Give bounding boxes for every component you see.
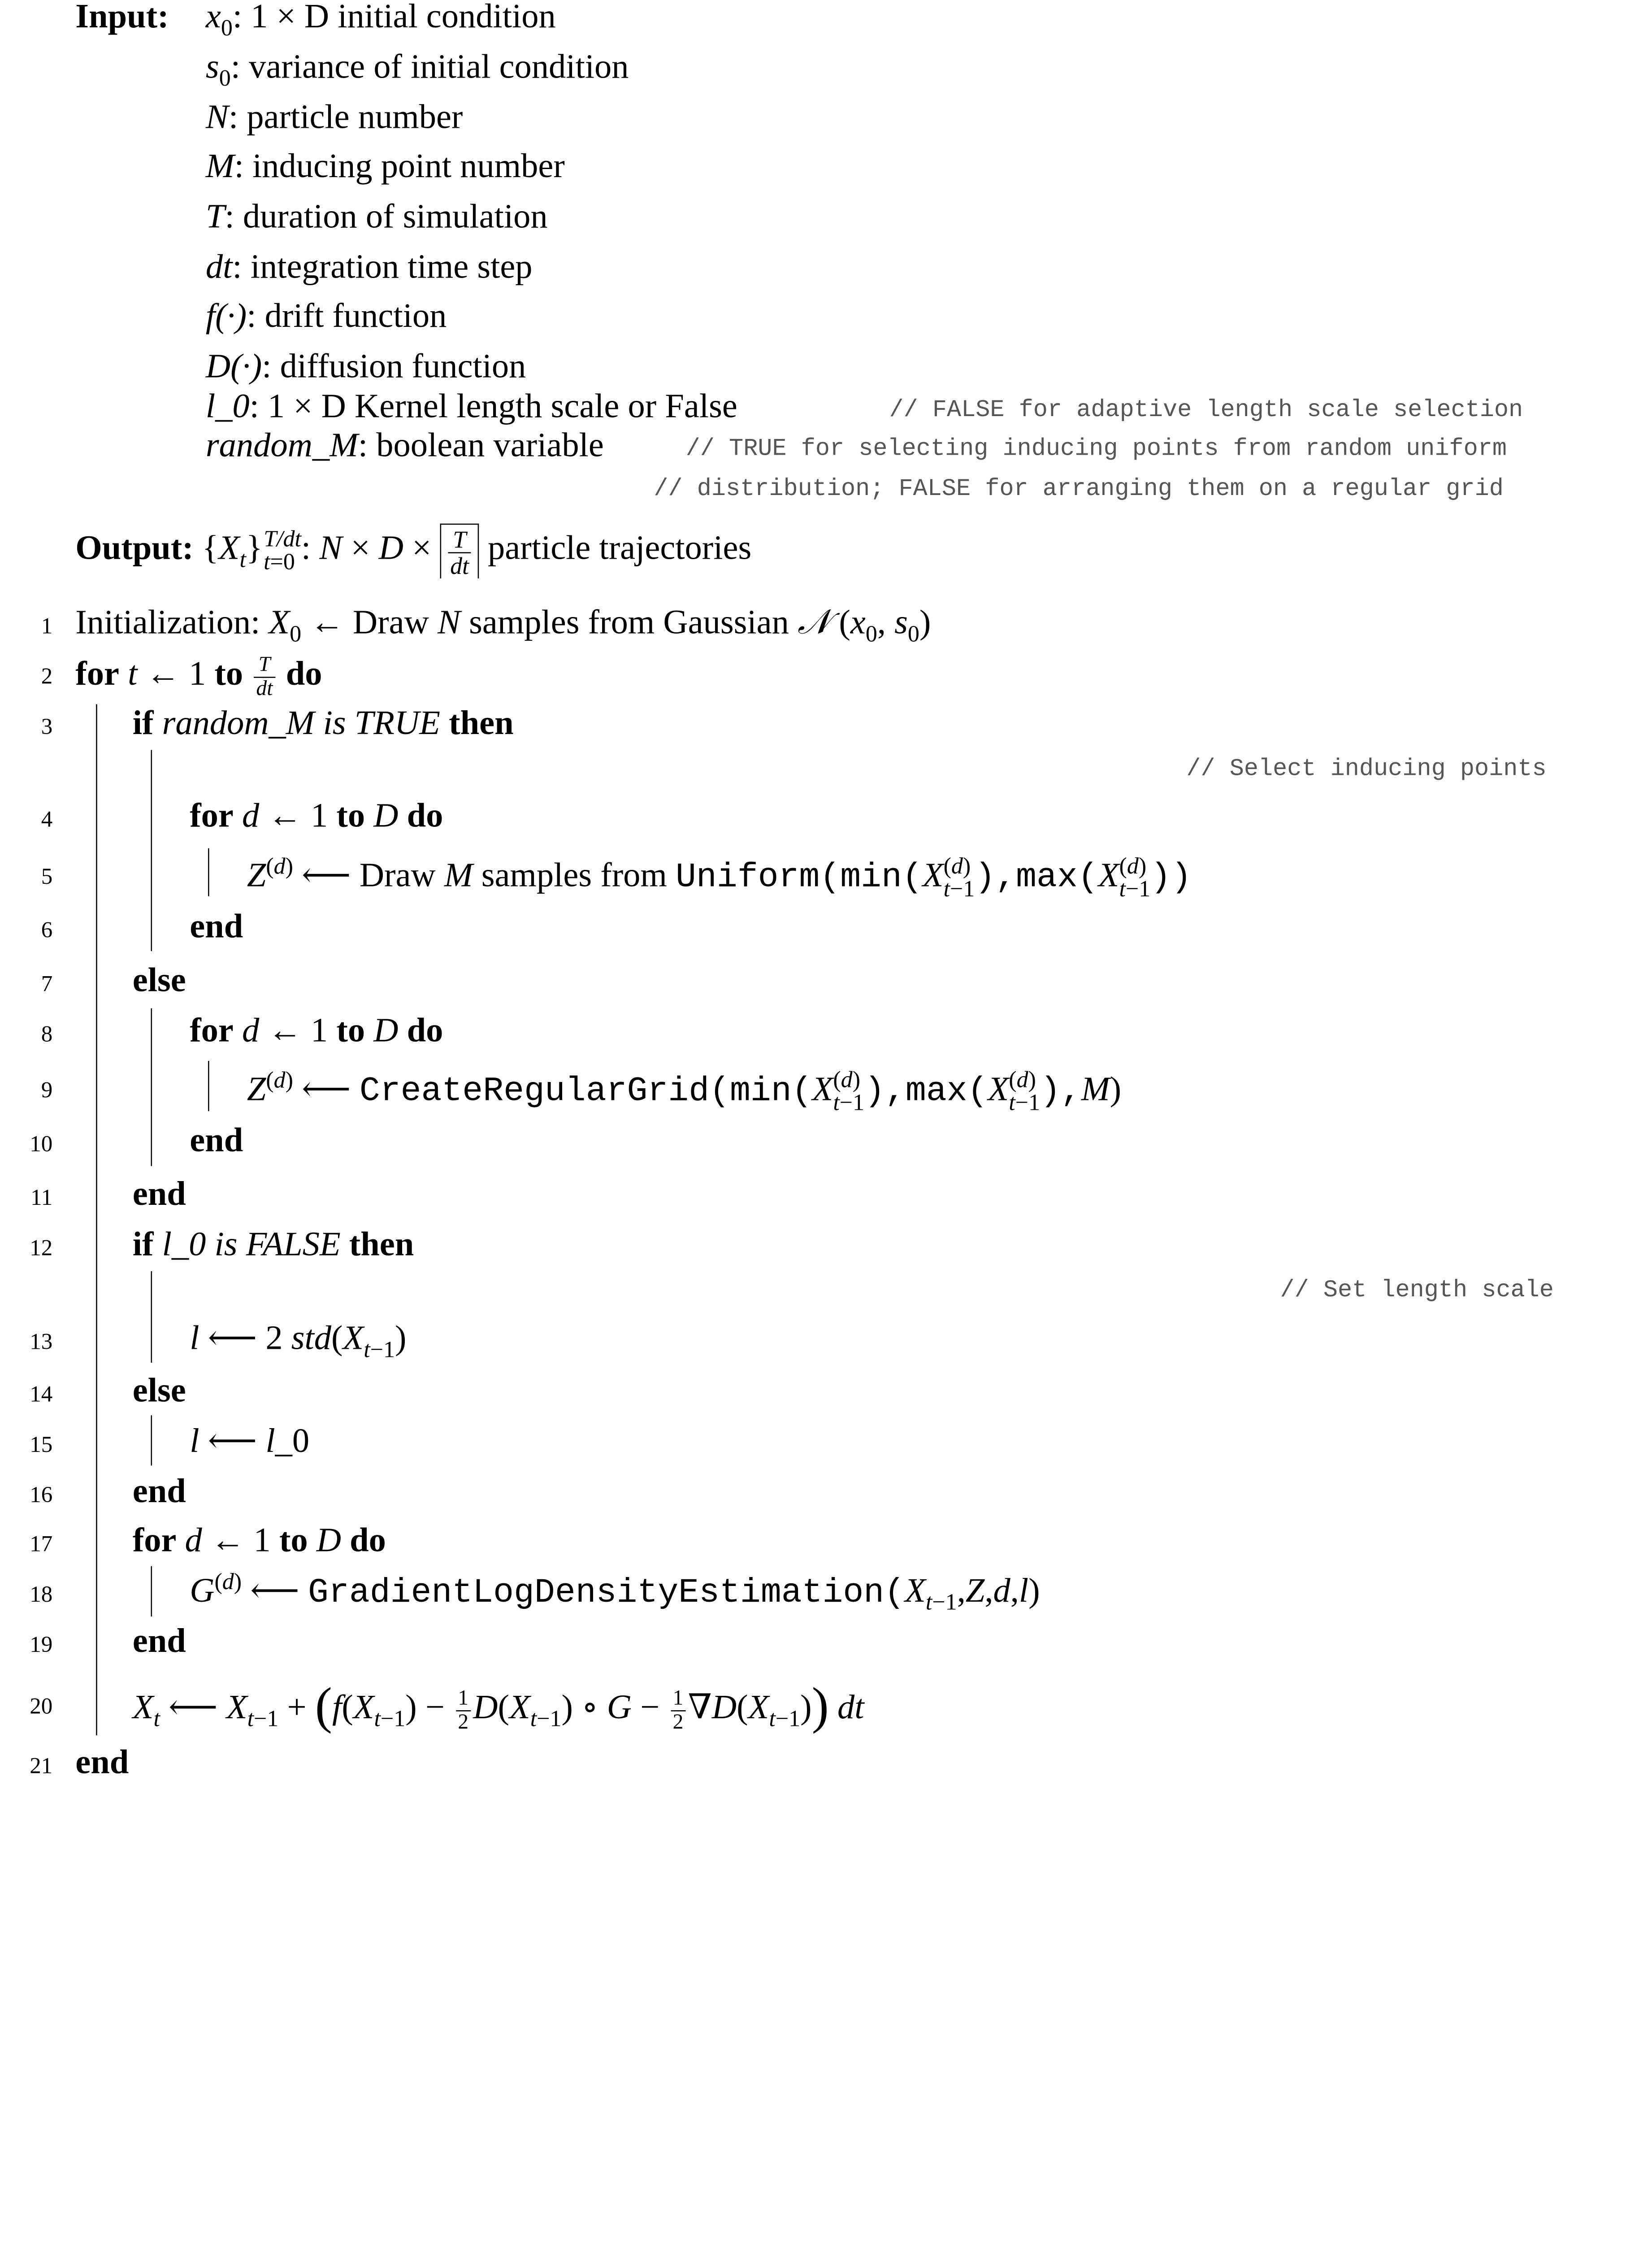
line-number: 11 — [30, 1185, 53, 1211]
comment-randomM-1: // TRUE for selecting inducing points from random uniform — [685, 436, 1507, 463]
line-number: 13 — [30, 1330, 53, 1355]
input-M: M: inducing point number — [205, 147, 565, 186]
input-dt: dt: integration time step — [205, 248, 533, 286]
output-section — [75, 524, 751, 579]
line-number: 18 — [30, 1582, 53, 1608]
for-grad-bar — [151, 1566, 152, 1616]
line-17: for d ← 1 to D do — [132, 1521, 386, 1560]
line-3: if random_M is TRUE then — [132, 704, 514, 742]
input-section — [75, 0, 169, 34]
comment-l0: // FALSE for adaptive length scale selection — [889, 398, 1523, 424]
line-number: 16 — [30, 1482, 53, 1508]
if-l0-bar — [151, 1271, 152, 1363]
line-number: 4 — [41, 807, 53, 833]
input-D: D(·): diffusion function — [205, 348, 526, 386]
input-T: T: duration of simulation — [205, 198, 548, 236]
line-number: 20 — [30, 1694, 53, 1720]
for-block-bar — [96, 704, 97, 1735]
for-d-bar — [208, 848, 209, 896]
line-number: 21 — [30, 1753, 53, 1779]
line-2: for t ← 1 to $\frac{T}{dt}$ do — [75, 652, 322, 700]
line-number: 14 — [30, 1382, 53, 1408]
line-21: end — [75, 1743, 129, 1781]
output-math: $\{X_t\}$ T/dt t=0 : N × D × $\frac{T}{dt}$ — [202, 529, 479, 567]
line-number: 8 — [41, 1022, 53, 1047]
comment-randomM-2: // distribution; FALSE for arranging them on a regular grid — [654, 477, 1504, 503]
line-5: $Z^{(d)}$ ⟵ Draw M samples from Uniform(min(X (d) t−1 ),max(X (d) t−1 )) — [247, 854, 1192, 903]
line-number: 7 — [41, 972, 53, 997]
line-6: end — [190, 908, 243, 946]
input-s0: $s_0$: variance of initial condition — [205, 48, 629, 91]
else-l0-bar — [151, 1415, 152, 1465]
line-8: for d ← 1 to D do — [190, 1012, 443, 1050]
input-x0: $x_0$: 1 × D initial condition — [205, 0, 556, 41]
if-block-bar — [151, 750, 152, 951]
line-13: l ⟵ 2 $std(X_{t-1})$ — [190, 1319, 407, 1363]
line-1: Initialization: $X_0$ ← Draw N samples from Gaussian 𝒩 ($x_0$, $s_0$) — [75, 602, 931, 647]
line-number: 3 — [41, 714, 53, 740]
line-20: $X_t$ ⟵ $X_{t-1} + (f(X_{t-1})$ − $\frac{1}{2}$ $D(X_{t-1})$ ∘ G − $\frac{1}{2}$ $\nabla D(X_{t-1})$) dt — [132, 1677, 864, 1734]
line-number: 19 — [30, 1632, 53, 1658]
for-d-bar-2 — [208, 1061, 209, 1111]
else-block-bar — [151, 1008, 152, 1166]
line-4: for d ← 1 to D do — [190, 797, 443, 835]
comment-select: // Select inducing points — [1186, 756, 1547, 783]
line-9: $Z^{(d)}$ ⟵ CreateRegularGrid(min(X (d) t−1 ),max(X (d) t−1 ),M) — [247, 1068, 1122, 1117]
input-randomM: random_M: boolean variable — [205, 426, 604, 465]
input-label: Input: — [75, 0, 169, 36]
line-number: 10 — [30, 1132, 53, 1157]
input-N: N: particle number — [205, 98, 463, 136]
line-number: 1 — [41, 614, 53, 639]
line-10: end — [190, 1121, 243, 1160]
line-12: if l_0 is FALSE then — [132, 1225, 414, 1264]
line-number: 17 — [30, 1532, 53, 1557]
line-14: else — [132, 1372, 186, 1410]
line-15: l ⟵ l_0 — [190, 1422, 310, 1460]
comment-length: // Set length scale — [1280, 1278, 1554, 1304]
line-number: 6 — [41, 918, 53, 943]
output-text: particle trajectories — [488, 529, 752, 567]
input-l0: l_0: 1 × D Kernel length scale or False — [205, 387, 737, 426]
line-16: end — [132, 1472, 186, 1510]
line-number: 9 — [41, 1078, 53, 1104]
line-7: else — [132, 961, 186, 999]
output-label: Output: — [75, 529, 194, 567]
line-number: 5 — [41, 864, 53, 890]
input-f: f(·): drift function — [205, 297, 447, 335]
line-number: 12 — [30, 1236, 53, 1261]
line-number: 2 — [41, 664, 53, 690]
line-number: 15 — [30, 1432, 53, 1458]
line-19: end — [132, 1622, 186, 1660]
line-18: $G^{(d)}$ ⟵ $GradientLogDensityEstimation(X_{t-1},Z,d,l)$ — [190, 1569, 1040, 1616]
line-11: end — [132, 1175, 186, 1213]
